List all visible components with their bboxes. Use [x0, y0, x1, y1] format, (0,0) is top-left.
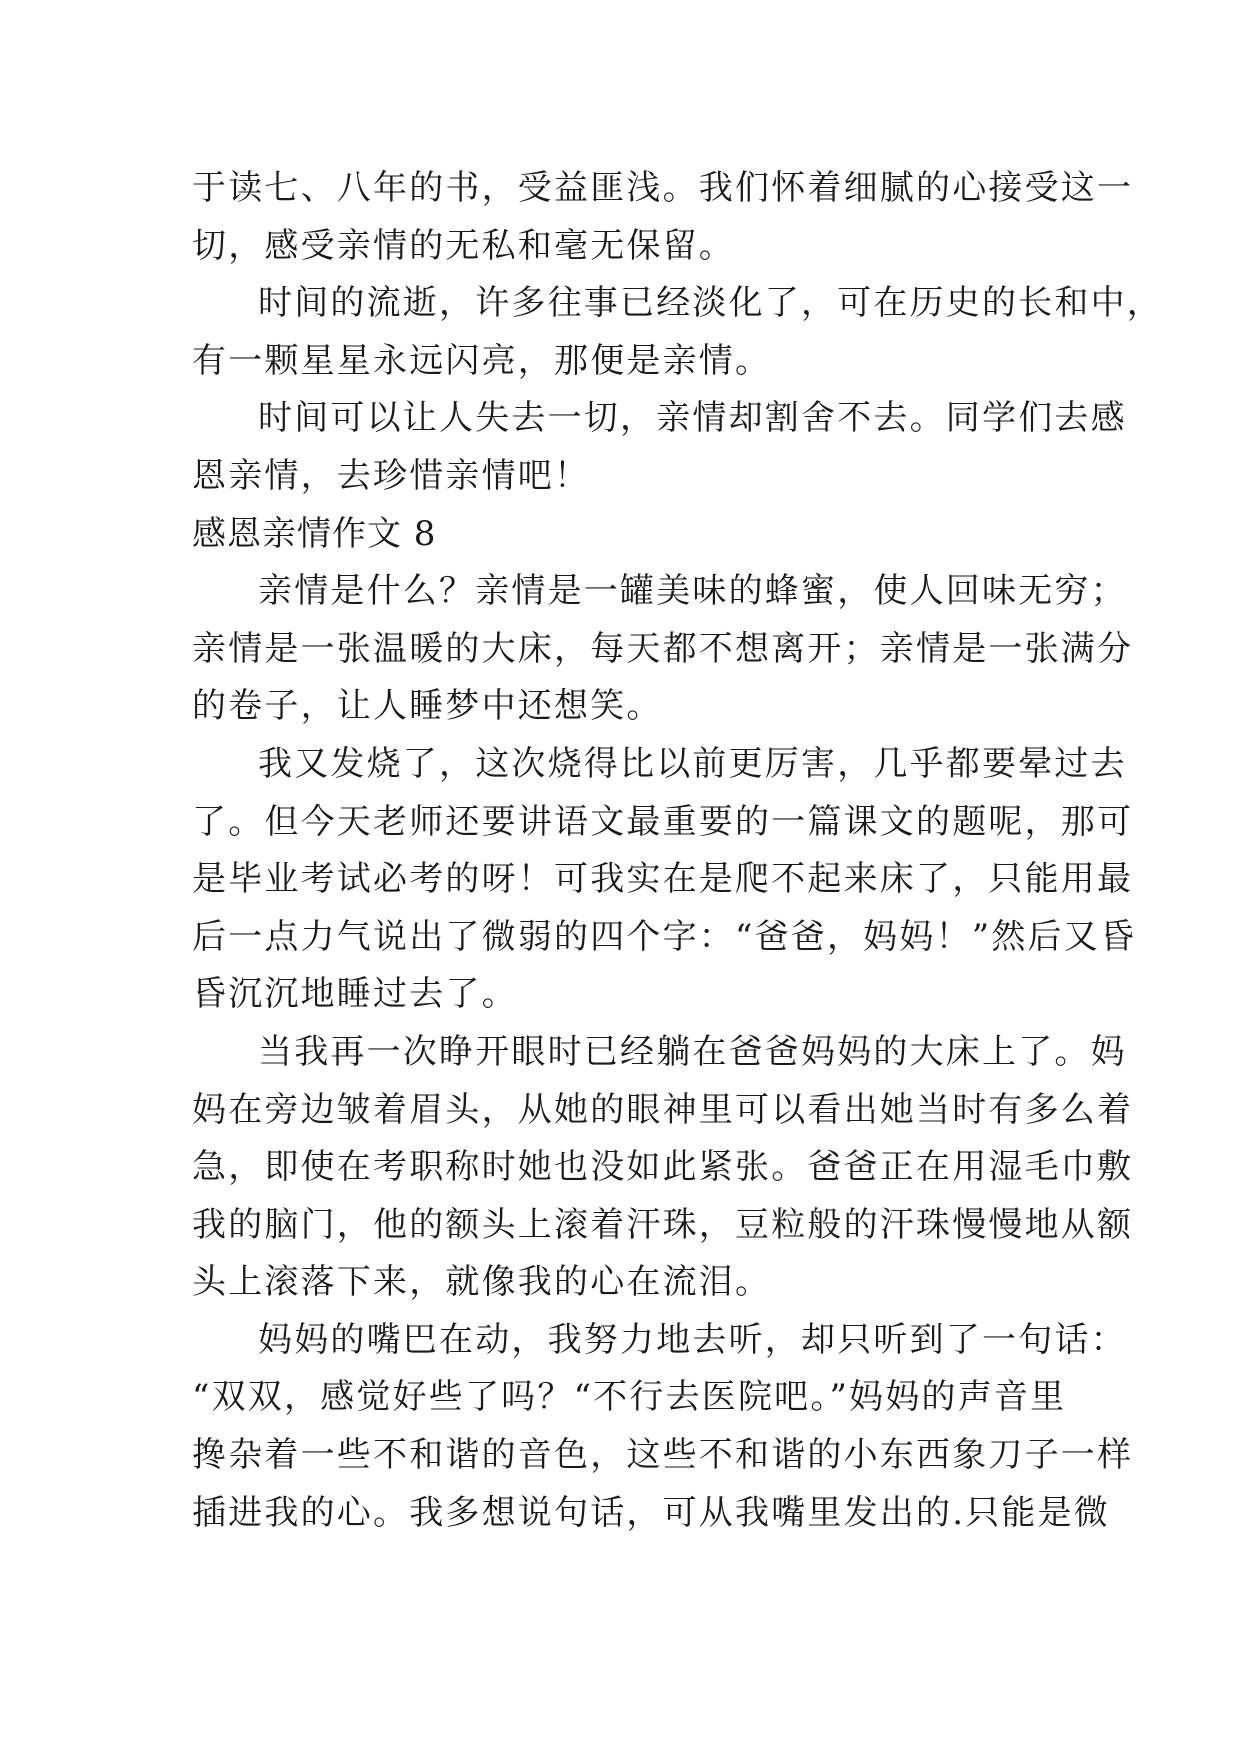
- text-line: 切，感受亲情的无私和毫无保留。: [192, 225, 735, 266]
- text-line: 我又发烧了，这次烧得比以前更厉害，几乎都要晕过去: [258, 743, 1127, 784]
- text-line: 我的脑门，他的额头上滚着汗珠，豆粒般的汗珠慢慢地从额: [192, 1204, 1134, 1245]
- text-line: 当我再一次睁开眼时已经躺在爸爸妈妈的大床上了。妈: [258, 1031, 1127, 1072]
- text-line: 恩亲情，去珍惜亲情吧！: [192, 455, 591, 496]
- text-line: 亲情是一张温暖的大床，每天都不想离开；亲情是一张满分: [192, 628, 1134, 669]
- text-line: “双双，感觉好些了吗？“不行去医院吧。”妈妈的声音里: [192, 1377, 1067, 1418]
- text-line: 时间可以让人失去一切，亲情却割舍不去。同学们去感: [258, 398, 1127, 439]
- document-body: [192, 160, 1163, 1542]
- text-line: 了。但今天老师还要讲语文最重要的一篇课文的题呢，那可: [192, 801, 1134, 842]
- text-line: 插进我的心。我多想说句话，可从我嘴里发出的.只能是微: [192, 1492, 1111, 1533]
- text-line: 时间的流逝，许多往事已经淡化了，可在历史的长和中，: [258, 283, 1163, 324]
- text-line: 是毕业考试必考的呀！可我实在是爬不起来床了，只能用最: [192, 859, 1134, 900]
- text-line: 搀杂着一些不和谐的音色，这些不和谐的小东西象刀子一样: [192, 1435, 1134, 1476]
- section-heading: 感恩亲情作文 8: [192, 513, 437, 554]
- text-line: 妈妈的嘴巴在动，我努力地去听，却只听到了一句话：: [258, 1319, 1127, 1360]
- text-line: 昏沉沉地睡过去了。: [192, 974, 518, 1015]
- text-line: 后一点力气说出了微弱的四个字：“爸爸，妈妈！”然后又昏: [192, 916, 1137, 957]
- text-line: 的卷子，让人睡梦中还想笑。: [192, 686, 663, 727]
- text-line: 妈在旁边皱着眉头，从她的眼神里可以看出她当时有多么着: [192, 1089, 1134, 1130]
- text-line: 急，即使在考职称时她也没如此紧张。爸爸正在用湿毛巾敷: [192, 1147, 1134, 1188]
- text-line: 亲情是什么？亲情是一罐美味的蜂蜜，使人回味无穷；: [258, 571, 1127, 612]
- text-line: 头上滚落下来，就像我的心在流泪。: [192, 1262, 772, 1303]
- text-line: 有一颗星星永远闪亮，那便是亲情。: [192, 340, 772, 381]
- text-line: 于读七、八年的书，受益匪浅。我们怀着细腻的心接受这一: [192, 168, 1134, 208]
